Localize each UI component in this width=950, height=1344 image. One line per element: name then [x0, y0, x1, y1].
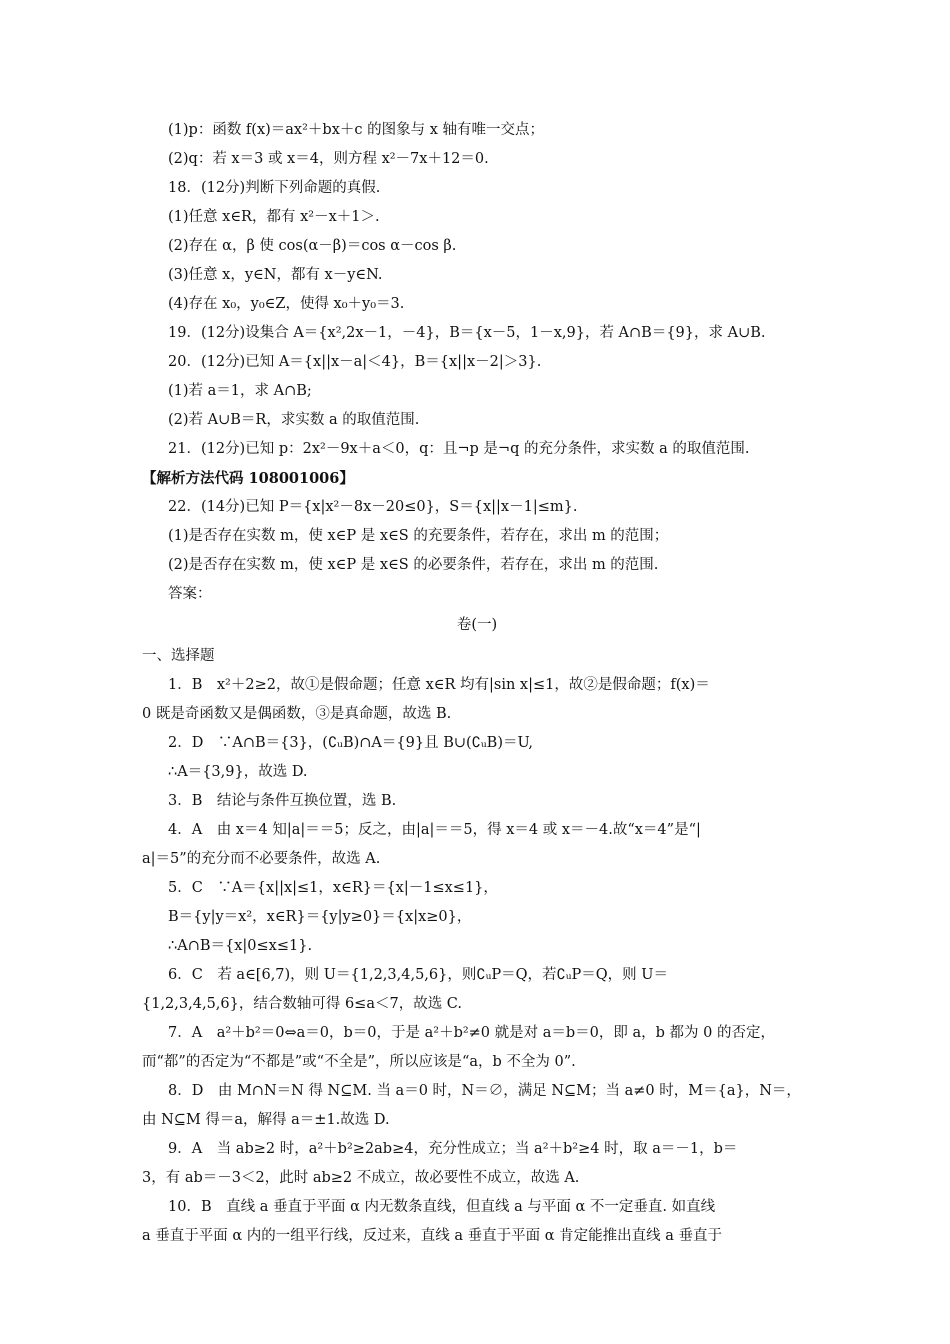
answer-line: a 垂直于平面 α 内的一组平行线，反过来，直线 a 垂直于平面 α 肯定能推出直线 a 垂直于	[142, 1228, 722, 1244]
question-line: (2)存在 α，β 使 cos(α－β)＝cos α－cos β.	[168, 238, 457, 254]
answer-line: ∴A＝{3,9}，故选 D.	[168, 764, 308, 780]
answer-line: 9．A 当 ab≥2 时，a²＋b²≥2ab≥4，充分性成立；当 a²＋b²≥4 时，取 a＝－1，b＝	[168, 1141, 738, 1157]
question-line: (4)存在 x₀，y₀∈Z，使得 x₀＋y₀＝3.	[168, 296, 405, 312]
question-line: (2)q：若 x＝3 或 x＝4，则方程 x²－7x＋12＝0.	[168, 151, 489, 167]
question-line: (1)任意 x∈R，都有 x²－x＋1＞.	[168, 209, 380, 225]
answer-line: 2．D ∵A∩B＝{3}，(∁ᵤB)∩A＝{9}且 B∪(∁ᵤB)＝U,	[168, 735, 533, 751]
question-line: (1)是否存在实数 m，使 x∈P 是 x∈S 的充要条件，若存在，求出 m 的范围；	[168, 528, 669, 544]
question-list	[142, 116, 812, 609]
volume-title: 卷(一)	[456, 617, 498, 633]
question-line: (2)若 A∪B＝R，求实数 a 的取值范围.	[168, 412, 420, 428]
answer-line: 而“都”的否定为“不都是”或“不全是”，所以应该是“a，b 不全为 0”.	[142, 1054, 576, 1070]
document-body	[142, 116, 812, 1251]
section-title: 一、选择题	[142, 648, 215, 664]
answer-line: 8．D 由 M∩N＝N 得 N⊆M. 当 a＝0 时，N＝∅，满足 N⊆M；当 a≠0 时，M＝{a}，N＝，	[168, 1083, 801, 1099]
answer-line: 4．A 由 x＝4 知|a|＝＝5；反之，由|a|＝＝5，得 x＝4 或 x＝－4.故“x＝4”是“|	[168, 822, 701, 838]
question-line: (1)p：函数 f(x)＝ax²＋bx＋c 的图象与 x 轴有唯一交点；	[168, 122, 545, 138]
answer-line: 1．B x²＋2≥2，故①是假命题；任意 x∈R 均有|sin x|≤1，故②是假命题；f(x)＝	[168, 677, 710, 693]
answer-line: 6．C 若 a∈[6,7)，则 U＝{1,2,3,4,5,6}，则∁ᵤP＝Q，若∁ᵤP＝Q，则 U＝	[168, 967, 668, 983]
answer-line: 0 既是奇函数又是偶函数，③是真命题，故选 B.	[142, 706, 452, 722]
answer-line: 7．A a²＋b²＝0⇔a＝0，b＝0，于是 a²＋b²≠0 就是对 a＝b＝0，即 a，b 都为 0 的否定，	[168, 1025, 775, 1041]
question-line: 18．(12分)判断下列命题的真假.	[168, 180, 381, 196]
answer-line: 3，有 ab＝－3＜2，此时 ab≥2 不成立，故必要性不成立，故选 A.	[142, 1170, 580, 1186]
question-line: 答案：	[168, 586, 212, 602]
answer-line: 5．C ∵A＝{x||x|≤1，x∈R}＝{x|－1≤x≤1}，	[168, 880, 498, 896]
question-line: 19．(12分)设集合 A＝{x²,2x－1，－4}，B＝{x－5，1－x,9}，若 A∩B＝{9}，求 A∪B.	[168, 325, 766, 341]
question-line: (3)任意 x，y∈N，都有 x－y∈N.	[168, 267, 383, 283]
answer-line: ∴A∩B＝{x|0≤x≤1}.	[168, 938, 313, 954]
question-line: 22．(14分)已知 P＝{x|x²－8x－20≤0}，S＝{x||x－1|≤m}.	[168, 499, 578, 515]
question-line: (2)是否存在实数 m，使 x∈P 是 x∈S 的必要条件，若存在，求出 m 的范围.	[168, 557, 659, 573]
answer-line: {1,2,3,4,5,6}，结合数轴可得 6≤a＜7，故选 C.	[142, 996, 462, 1012]
question-line: 21．(12分)已知 p：2x²－9x＋a＜0，q：且¬p 是¬q 的充分条件，求实数 a 的取值范围.	[168, 441, 750, 457]
question-line: 【解析方法代码 108001006】	[142, 470, 354, 487]
question-line: 20．(12分)已知 A＝{x||x－a|＜4}，B＝{x||x－2|＞3}.	[168, 354, 542, 370]
answer-line: 10．B 直线 a 垂直于平面 α 内无数条直线，但直线 a 与平面 α 不一定垂直. 如直线	[168, 1199, 716, 1215]
answer-list	[142, 671, 812, 1251]
answer-line: a|＝5”的充分而不必要条件，故选 A.	[142, 851, 381, 867]
answer-line: 由 N⊆M 得＝a，解得 a＝±1.故选 D.	[142, 1112, 390, 1128]
question-line: (1)若 a＝1，求 A∩B;	[168, 383, 312, 399]
answer-line: 3．B 结论与条件互换位置，选 B.	[168, 793, 397, 809]
answer-line: B＝{y|y＝x²，x∈R}＝{y|y≥0}＝{x|x≥0}，	[168, 909, 472, 925]
